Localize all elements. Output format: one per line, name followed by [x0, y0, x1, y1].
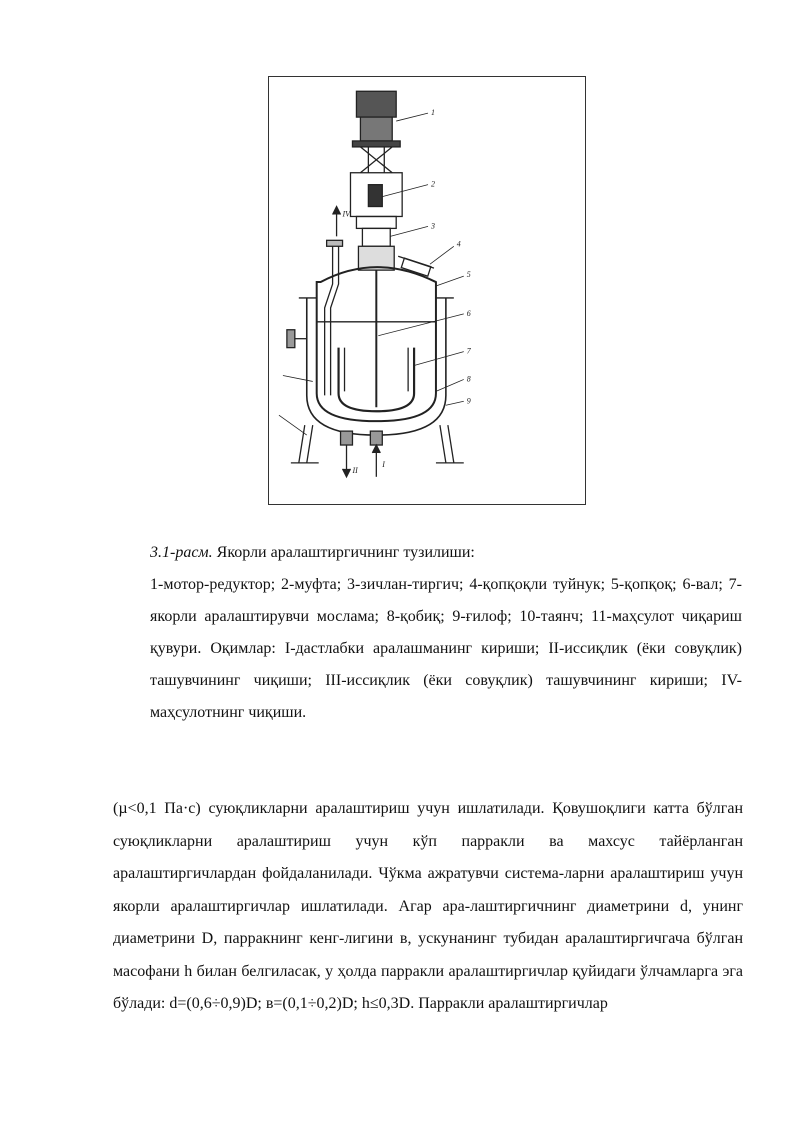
figure-reactor-drawing — [268, 76, 586, 505]
caption-title: Якорли аралаштиргичнинг тузилиши: — [212, 544, 475, 561]
callout-8: 8 — [466, 374, 471, 384]
callout-9: 9 — [466, 396, 471, 406]
reactor-schematic — [269, 77, 585, 504]
callout-4: 4 — [456, 239, 461, 249]
flow-label-i: I — [382, 459, 385, 469]
caption-title-line — [150, 537, 742, 569]
motor-reducer — [352, 91, 400, 172]
callout-5: 5 — [466, 270, 471, 280]
callout-2: 2 — [430, 179, 435, 189]
caption-number: 3.1-расм. — [150, 544, 213, 561]
figure-caption — [150, 537, 742, 729]
flow-label-ii: II — [352, 465, 358, 475]
coupling — [350, 173, 402, 229]
caption-legend: 1-мотор-редуктор; 2-муфта; 3-зичлан-тиргич; 4-қопқоқли туйнук; 5-қопқоқ; 6-вал; 7-якорли аралаштирувчи мослама; 8-қобиқ; 9-ғилоф; 10-таянч; 11-маҳсулот чиқариш қувури. Оқимлар: I-дастлабки аралашманинг кириши; II-иссиқлик (ёки совуқлик) ташувчининг чиқиши; III-иссиқлик (ёки совуқлик) ташувчининг кириши; IV-маҳсулотнинг чиқиши. — [150, 576, 742, 721]
outlet-pipe-iv — [325, 207, 343, 396]
bottom-nozzles — [341, 431, 383, 477]
callout-6: 6 — [466, 308, 471, 318]
callout-7: 7 — [466, 346, 471, 356]
callout-1: 1 — [430, 108, 435, 118]
body-paragraph: (µ<0,1 Па·с) суюқликларни аралаштириш учун ишлатилади. Қовушоқлиги катта бўлган суюқликларни аралаштириш учун кўп парракли ва махсус тайёрланган аралаштиргичлардан фойдаланилади. Чўкма ажратувчи система-ларни аралаштириш учун якорли аралаштиргичлар ишлатилади. Агар ара-лаштиргичнинг диаметрини d, унинг диаметрини D, парракнинг кенг-лигини в, ускунанинг тубидан аралаштиргичгача бўлган масофани h билан белгиласак, у ҳолда парракли аралаштиргичлар қуйидаги ўлчамларга эга бўлади: d=(0,6÷0,9)D; в=(0,1÷0,2)D; h≤0,3D. Парракли аралаштиргичлар — [113, 800, 743, 1012]
seal — [358, 228, 394, 270]
callout-3: 3 — [430, 221, 435, 231]
flow-label-iv: IV — [342, 209, 351, 219]
side-nozzle — [287, 330, 307, 348]
